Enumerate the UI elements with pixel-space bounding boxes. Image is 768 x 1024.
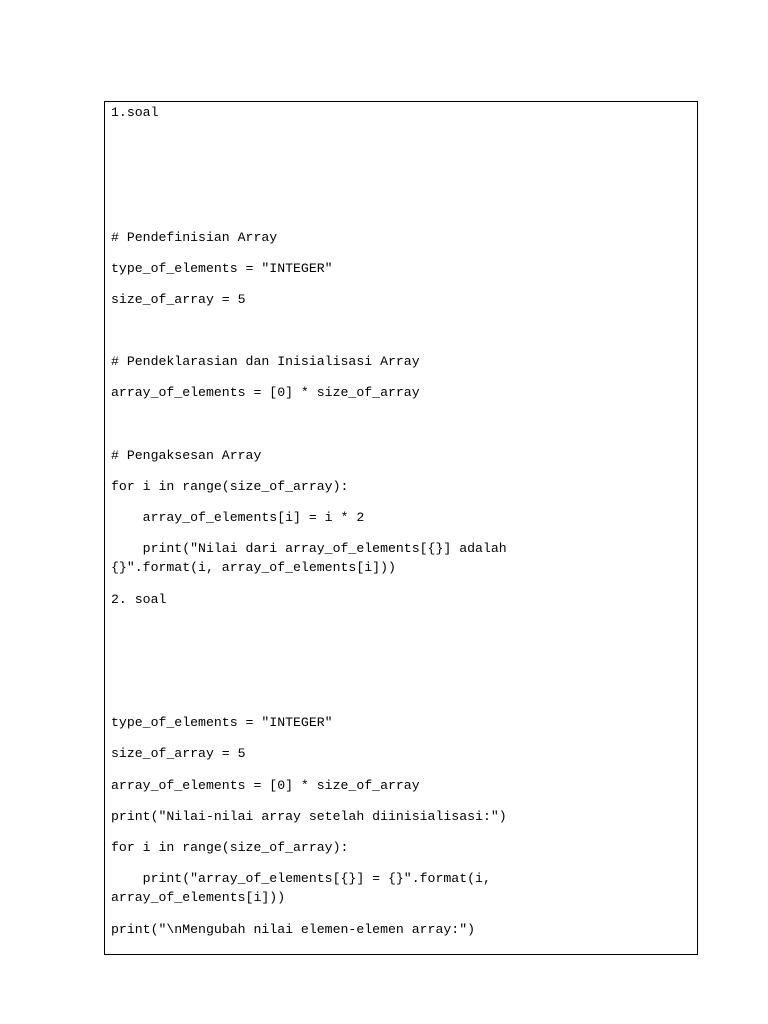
code-line: {}".format(i, array_of_elements[i])) — [111, 560, 396, 575]
code-line: print("array_of_elements[{}] = {}".format(i, — [111, 871, 491, 886]
code-line: # Pengaksesan Array — [111, 448, 262, 463]
code-line: size_of_array = 5 — [111, 292, 246, 307]
code-line: array_of_elements = [0] * size_of_array — [111, 385, 420, 400]
code-line: type_of_elements = "INTEGER" — [111, 261, 333, 276]
code-line: array_of_elements[i] = i * 2 — [111, 510, 365, 525]
code-line: 1.soal — [111, 105, 159, 120]
code-line: for i in range(size_of_array): — [111, 479, 349, 494]
code-line: for i in range(size_of_array): — [111, 840, 349, 855]
code-line: array_of_elements[i])) — [111, 890, 286, 905]
code-line: print("Nilai-nilai array setelah diinisialisasi:") — [111, 809, 507, 824]
code-line: 2. soal — [111, 592, 167, 607]
code-line: size_of_array = 5 — [111, 746, 246, 761]
code-line: print("Nilai dari array_of_elements[{}] adalah — [111, 541, 507, 556]
document-frame — [104, 101, 698, 955]
code-line: # Pendeklarasian dan Inisialisasi Array — [111, 354, 420, 369]
code-line: # Pendefinisian Array — [111, 230, 278, 245]
code-line: print("\nMengubah nilai elemen-elemen array:") — [111, 922, 476, 937]
code-line: array_of_elements = [0] * size_of_array — [111, 778, 420, 793]
code-line: type_of_elements = "INTEGER" — [111, 715, 333, 730]
